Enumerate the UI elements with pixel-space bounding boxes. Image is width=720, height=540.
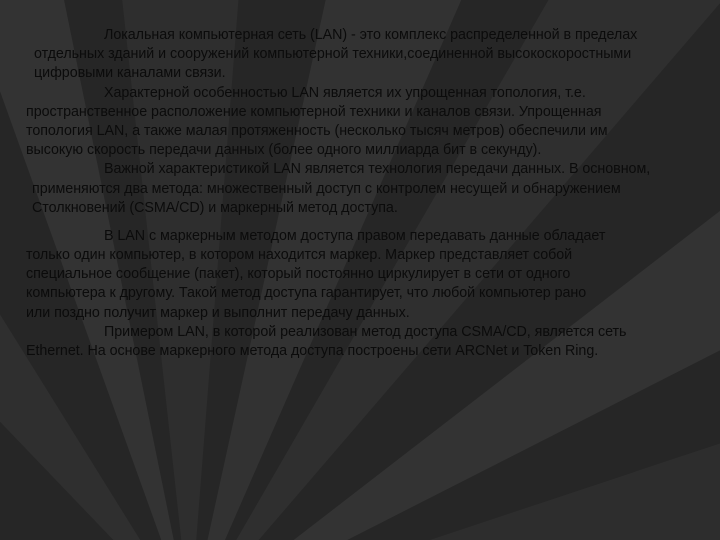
text-line: топология LAN, а также малая протяженность (несколько тысяч метров) обеспечили им [26, 122, 608, 139]
text-line: пространственное расположение компьютерной техники и каналов связи. Упрощенная [26, 103, 602, 120]
text-line: Характерной особенностью LAN является их упрощенная топология, т.е. [104, 84, 586, 101]
text-line: Примером LAN, в которой реализован метод доступа CSMA/CD, является сеть [104, 323, 627, 340]
text-line: Локальная компьютерная сеть (LAN) - это комплекс распределенной в пределах [104, 27, 638, 43]
text-line: применяются два метода: множественный доступ с контролем несущей и обнаружением [32, 180, 621, 197]
text-line: В LAN с маркерным методом доступа правом передавать данные обладает [104, 227, 606, 244]
slide-body-text [26, 26, 720, 361]
text-line: компьютера к другому. Такой метод доступа гарантирует, что любой компьютер рано [26, 285, 587, 302]
text-line: Столкновений (CSMA/CD) и маркерный метод доступа. [32, 199, 398, 216]
paragraph-gap [26, 218, 720, 227]
text-line: высокую скорость передачи данных (более одного миллиарда бит в секунду). [26, 142, 542, 159]
text-line: специальное сообщение (пакет), который постоянно циркулирует в сети от одного [26, 266, 571, 283]
text-line: Ethernet. На основе маркерного метода доступа построены сети ARCNet и Token Ring. [26, 343, 599, 359]
text-line: или поздно получит маркер и выполнит передачу данных. [26, 304, 410, 321]
text-line: только один компьютер, в котором находится маркер. Маркер представляет собой [26, 247, 573, 264]
text-line: цифровыми каналами связи. [34, 65, 226, 82]
text-line: Важной характеристикой LAN является технология передачи данных. В основном, [104, 161, 651, 178]
text-line: отдельных зданий и сооружений компьютерной техники,соединенной высокоскоростными [34, 46, 632, 63]
